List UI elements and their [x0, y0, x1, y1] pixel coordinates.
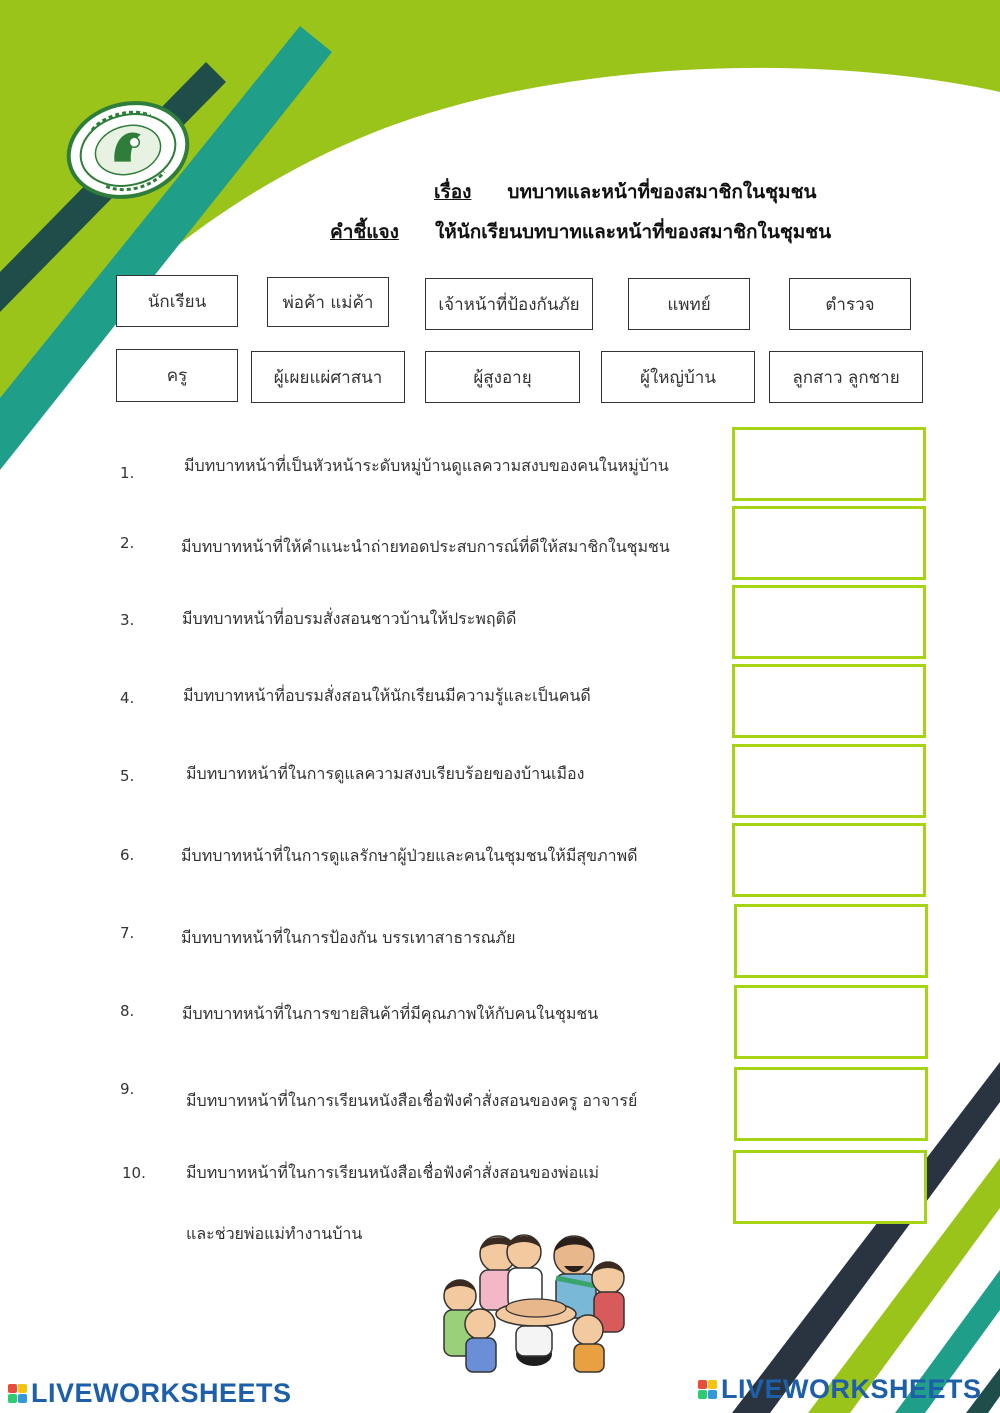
answer-box-9[interactable] — [734, 1067, 928, 1141]
instruction-text: ให้นักเรียนบทบาทและหน้าที่ของสมาชิกในชุมชน — [434, 221, 832, 243]
liveworksheets-logo-right[interactable] — [698, 1374, 982, 1405]
answer-box-5[interactable] — [732, 744, 926, 818]
answer-box-6[interactable] — [732, 823, 926, 897]
question-text: มีบทบาทหน้าที่อบรมสั่งสอนให้นักเรียนมีความรู้และเป็นคนดี — [183, 686, 591, 705]
answer-box-7[interactable] — [734, 904, 928, 978]
topic-heading — [434, 177, 816, 207]
topic-text: บทบาทและหน้าที่ของสมาชิกในชุมชน — [507, 181, 817, 203]
word-chip[interactable]: แพทย์ — [628, 278, 750, 330]
question-text: มีบทบาทหน้าที่ในการขายสินค้าที่มีคุณภาพให้กับคนในชุมชน — [182, 1004, 599, 1023]
word-chip[interactable]: เจ้าหน้าที่ป้องกันภัย — [425, 278, 593, 330]
brand-text: LIVEWORKSHEETS — [31, 1378, 292, 1408]
answer-box-10[interactable] — [733, 1150, 927, 1224]
question-number: 8. — [120, 1002, 135, 1020]
question-number: 3. — [120, 611, 135, 629]
question-text: มีบทบาทหน้าที่เป็นหัวหน้าระดับหมู่บ้านดูแลความสงบของคนในหมู่บ้าน — [184, 456, 669, 475]
question-text: มีบทบาทหน้าที่ในการดูแลรักษาผู้ป่วยและคนในชุมชนให้มีสุขภาพดี — [181, 846, 638, 865]
word-chip[interactable]: พ่อค้า แม่ค้า — [267, 277, 389, 327]
question-number: 1. — [120, 464, 135, 482]
question-text: มีบทบาทหน้าที่อบรมสั่งสอนชาวบ้านให้ประพฤติดี — [182, 609, 517, 628]
answer-box-8[interactable] — [734, 985, 928, 1059]
school-seal-icon — [62, 98, 194, 202]
brand-text: LIVEWORKSHEETS — [721, 1374, 982, 1404]
question-text: มีบทบาทหน้าที่ในการเรียนหนังสือเชื่อฟังคำสั่งสอนของครู อาจารย์ — [186, 1091, 638, 1110]
word-chip[interactable]: ผู้ใหญ่บ้าน — [601, 351, 755, 403]
word-chip[interactable]: ตำรวจ — [789, 278, 911, 330]
word-chip[interactable]: นักเรียน — [116, 275, 238, 327]
question-text: มีบทบาทหน้าที่ในการป้องกัน บรรเทาสาธารณภัย — [181, 928, 516, 947]
question-number: 10. — [122, 1164, 146, 1182]
answer-box-2[interactable] — [732, 506, 926, 580]
answer-box-3[interactable] — [732, 585, 926, 659]
question-number: 9. — [120, 1080, 135, 1098]
word-chip[interactable]: ผู้เผยแผ่ศาสนา — [251, 351, 405, 403]
question-number: 6. — [120, 846, 135, 864]
children-hands-together-icon — [436, 1226, 634, 1374]
liveworksheets-logo-left[interactable] — [8, 1378, 292, 1409]
question-text-continued: และช่วยพ่อแม่ทำงานบ้าน — [186, 1224, 363, 1243]
answer-box-4[interactable] — [732, 664, 926, 738]
word-chip[interactable]: ผู้สูงอายุ — [425, 351, 580, 403]
question-number: 7. — [120, 924, 135, 942]
question-number: 5. — [120, 767, 135, 785]
answer-box-1[interactable] — [732, 427, 926, 501]
instruction-heading — [330, 217, 831, 247]
word-chip[interactable]: ครู — [116, 349, 238, 402]
question-text: มีบทบาทหน้าที่ในการดูแลความสงบเรียบร้อยของบ้านเมือง — [186, 764, 585, 783]
question-number: 2. — [120, 534, 135, 552]
instruction-label: คำชี้แจง — [330, 221, 399, 243]
question-text: มีบทบาทหน้าที่ให้คำแนะนำถ่ายทอดประสบการณ์ที่ดีให้สมาชิกในชุมชน — [181, 537, 670, 556]
topic-label: เรื่อง — [434, 181, 472, 203]
question-number: 4. — [120, 689, 135, 707]
question-text: มีบทบาทหน้าที่ในการเรียนหนังสือเชื่อฟังคำสั่งสอนของพ่อแม่ — [186, 1163, 600, 1182]
liveworksheets-squares-icon — [698, 1380, 717, 1399]
word-chip[interactable]: ลูกสาว ลูกชาย — [769, 351, 923, 403]
liveworksheets-squares-icon — [8, 1384, 27, 1403]
